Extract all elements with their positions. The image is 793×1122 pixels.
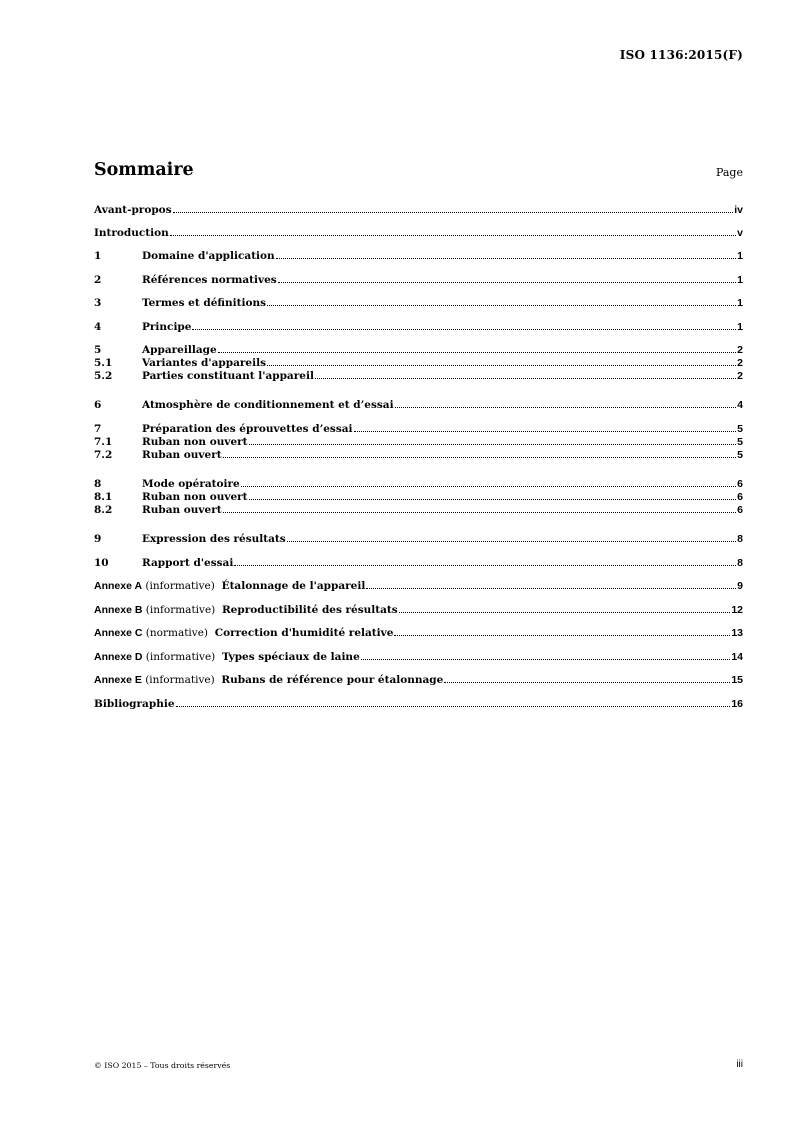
toc-entry-title: Avant-propos (94, 204, 172, 216)
dot-leader (192, 329, 736, 330)
toc-entry[interactable] (94, 557, 743, 570)
toc-entry-page: 1 (737, 321, 743, 333)
toc-entry-title: Domaine d'application (142, 250, 275, 262)
toc-entry-number: 8.2 (94, 504, 113, 516)
toc-entry[interactable] (94, 491, 743, 504)
toc-entry-number: 3 (94, 297, 102, 309)
toc-entry[interactable] (94, 274, 743, 287)
toc-entry-number: 1 (94, 250, 102, 262)
toc-entry-page: 6 (737, 491, 743, 503)
toc-entry-title: Étalonnage de l'appareil (221, 580, 366, 592)
toc-entry[interactable] (94, 370, 743, 383)
toc-entry-page: 2 (737, 344, 743, 356)
dot-leader (394, 635, 730, 636)
page-number: iii (736, 1059, 743, 1070)
toc-entry-number: 9 (94, 533, 102, 545)
toc-entry[interactable] (94, 204, 743, 217)
page-column-label: Page (715, 166, 743, 179)
dot-leader (267, 365, 736, 366)
toc-entry-page: 1 (737, 297, 743, 309)
toc-entry-title: Ruban ouvert (142, 504, 222, 516)
document-id: ISO 1136:2015(F) (619, 48, 743, 62)
toc-entry[interactable] (94, 533, 743, 546)
toc-entry[interactable] (94, 449, 743, 462)
toc-entry-title: Parties constituant l'appareil (142, 370, 314, 382)
toc-entry-title: Reproductibilité des résultats (221, 604, 398, 616)
toc-entry[interactable] (94, 651, 743, 664)
toc-entry-title: Références normatives (142, 274, 277, 286)
toc-entry-page: 6 (737, 504, 743, 516)
toc-entry-title: Ruban ouvert (142, 449, 222, 461)
toc-entry[interactable] (94, 321, 743, 334)
dot-leader (241, 486, 736, 487)
annex-type: (informative) (145, 604, 216, 616)
toc-entry[interactable] (94, 250, 743, 263)
toc-entry[interactable] (94, 297, 743, 310)
annex-label: Annexe E (94, 674, 142, 686)
toc-entry[interactable] (94, 604, 743, 617)
toc-entry-number: 8 (94, 478, 102, 490)
dot-leader (395, 407, 737, 408)
toc-entry-page: 14 (731, 651, 743, 663)
toc-entry-number: 7 (94, 423, 102, 435)
dot-leader (354, 431, 737, 432)
toc-entry-title: Types spéciaux de laine (221, 651, 360, 663)
toc-entry[interactable] (94, 504, 743, 517)
toc-entry-title: Expression des résultats (142, 533, 286, 545)
toc-entry-page: 2 (737, 357, 743, 369)
toc-entry-number: 5 (94, 344, 102, 356)
toc-entry-title: Atmosphère de conditionnement et d’essai (142, 399, 394, 411)
toc-entry-title: Rubans de référence pour étalonnage (221, 674, 444, 686)
toc-entry-title: Variantes d'appareils (142, 357, 266, 369)
toc-entry-title: Mode opératoire (142, 478, 240, 490)
annex-type: (informative) (145, 674, 215, 686)
page-title: Sommaire (94, 160, 194, 180)
toc-entry-page: 5 (737, 436, 743, 448)
toc-entry-number: 5.2 (94, 370, 113, 382)
toc-entry[interactable] (94, 399, 743, 412)
toc-entry-title: Appareillage (142, 344, 217, 356)
dot-leader (315, 378, 736, 379)
toc-entry-page: 5 (737, 449, 743, 461)
dot-leader (218, 352, 737, 353)
dot-leader (249, 499, 737, 500)
toc-entry-number: 7.2 (94, 449, 113, 461)
annex-label: Annexe A (94, 580, 143, 592)
toc-entry[interactable] (94, 227, 743, 240)
toc-entry-page: 8 (737, 557, 743, 569)
toc-entry-title: Préparation des éprouvettes d’essai (142, 423, 353, 435)
toc-entry-page: 12 (731, 604, 743, 616)
toc-entry-page: 9 (737, 580, 743, 592)
toc-entry-page: 16 (731, 698, 743, 710)
dot-leader (287, 541, 736, 542)
toc-entry-number: 6 (94, 399, 102, 411)
toc-entry-title: Bibliographie (94, 698, 175, 710)
dot-leader (278, 282, 736, 283)
toc-entry-number: 4 (94, 321, 102, 333)
copyright-notice: © ISO 2015 – Tous droits réservés (94, 1061, 231, 1070)
toc-entry-page: 13 (731, 627, 743, 639)
toc-entry-title: Ruban non ouvert (142, 436, 248, 448)
dot-leader (366, 588, 736, 589)
annex-type: (informative) (145, 580, 215, 592)
annex-label: Annexe C (94, 627, 143, 639)
toc-entry-page: 4 (737, 399, 743, 411)
toc-entry-page: 1 (737, 250, 743, 262)
toc-entry-number: 10 (94, 557, 109, 569)
dot-leader (276, 258, 736, 259)
toc-entry-page: 8 (737, 533, 743, 545)
toc-entry[interactable] (94, 674, 743, 687)
toc-entry-number: 7.1 (94, 436, 113, 448)
toc-entry[interactable] (94, 478, 743, 491)
toc-entry[interactable] (94, 436, 743, 449)
toc-entry-title: Termes et définitions (142, 297, 267, 309)
toc-entry-title: Principe (142, 321, 192, 333)
toc-entry-page: 2 (737, 370, 743, 382)
annex-label: Annexe B (94, 604, 143, 616)
toc-entry[interactable] (94, 698, 743, 711)
toc-entry-page: 1 (737, 274, 743, 286)
dot-leader (223, 457, 737, 458)
dot-leader (234, 565, 736, 566)
dot-leader (173, 212, 734, 213)
toc-entry[interactable] (94, 357, 743, 370)
toc-entry-title: Ruban non ouvert (142, 491, 248, 503)
toc-entry[interactable] (94, 344, 743, 357)
toc-entry-page: 15 (731, 674, 743, 686)
toc-entry-number: 8.1 (94, 491, 113, 503)
annex-type: (normative) (145, 627, 209, 639)
toc-entry[interactable] (94, 627, 743, 640)
annex-label: Annexe D (94, 651, 143, 663)
toc-entry-title: Introduction (94, 227, 169, 239)
toc-entry-title: Rapport d'essai (142, 557, 234, 569)
toc-entry-page: v (737, 227, 743, 239)
annex-type: (informative) (145, 651, 216, 663)
toc-entry[interactable] (94, 580, 743, 593)
toc-entry-page: 6 (737, 478, 743, 490)
dot-leader (223, 512, 737, 513)
dot-leader (444, 682, 730, 683)
toc-entry-number: 2 (94, 274, 102, 286)
dot-leader (267, 305, 736, 306)
toc-entry[interactable] (94, 423, 743, 436)
dot-leader (170, 235, 736, 236)
toc-entry-title: Correction d'humidité relative (214, 627, 394, 639)
toc-entry-number: 5.1 (94, 357, 113, 369)
dot-leader (361, 659, 731, 660)
toc-entry-page: 5 (737, 423, 743, 435)
dot-leader (176, 706, 731, 707)
toc-entry-page: iv (734, 204, 743, 216)
dot-leader (399, 612, 731, 613)
dot-leader (249, 444, 737, 445)
